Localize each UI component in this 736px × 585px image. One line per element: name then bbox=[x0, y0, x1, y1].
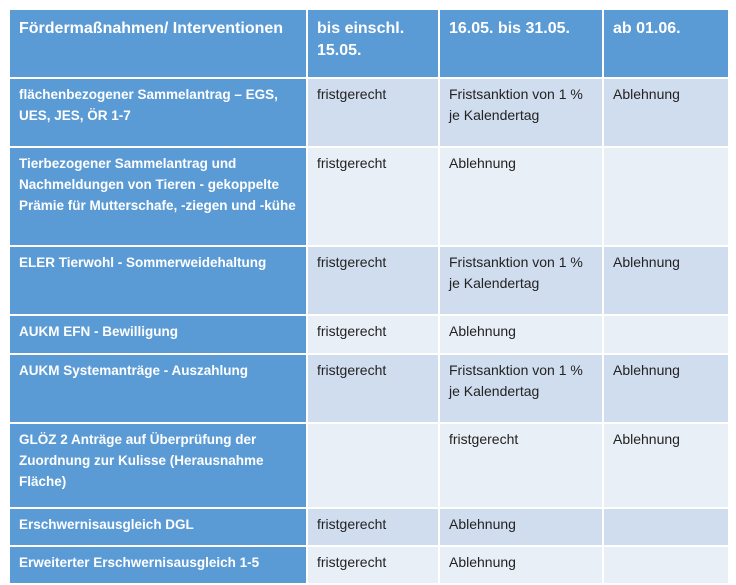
deadline-table bbox=[8, 8, 730, 585]
cell-from-01-06 bbox=[603, 147, 729, 246]
cell-until-15-05: fristgerecht bbox=[307, 147, 439, 246]
cell-from-01-06: Ablehnung bbox=[603, 423, 729, 508]
cell-16-05-to-31-05: Fristsanktion von 1 % je Kalendertag bbox=[439, 354, 603, 423]
table-row bbox=[9, 546, 729, 584]
measure-name: AUKM EFN - Bewilligung bbox=[9, 315, 307, 354]
cell-from-01-06 bbox=[603, 546, 729, 584]
cell-from-01-06 bbox=[603, 508, 729, 546]
table-row bbox=[9, 78, 729, 147]
measure-name: flächenbezogener Sammelantrag – EGS, UES, JES, ÖR 1-7 bbox=[9, 78, 307, 147]
cell-from-01-06: Ablehnung bbox=[603, 246, 729, 315]
measure-name: Erschwernisausgleich DGL bbox=[9, 508, 307, 546]
table-header-row bbox=[9, 9, 729, 78]
measure-name: ELER Tierwohl - Sommerweidehaltung bbox=[9, 246, 307, 315]
cell-until-15-05: fristgerecht bbox=[307, 354, 439, 423]
header-16-05-to-31-05: 16.05. bis 31.05. bbox=[439, 9, 603, 78]
measure-name: AUKM Systemanträge - Auszahlung bbox=[9, 354, 307, 423]
cell-until-15-05 bbox=[307, 423, 439, 508]
cell-until-15-05: fristgerecht bbox=[307, 315, 439, 354]
cell-16-05-to-31-05: Ablehnung bbox=[439, 315, 603, 354]
cell-until-15-05: fristgerecht bbox=[307, 246, 439, 315]
cell-16-05-to-31-05: fristgerecht bbox=[439, 423, 603, 508]
cell-16-05-to-31-05: Ablehnung bbox=[439, 147, 603, 246]
table-row bbox=[9, 315, 729, 354]
table-row bbox=[9, 147, 729, 246]
table-row bbox=[9, 246, 729, 315]
cell-from-01-06: Ablehnung bbox=[603, 78, 729, 147]
cell-from-01-06 bbox=[603, 315, 729, 354]
cell-16-05-to-31-05: Ablehnung bbox=[439, 508, 603, 546]
cell-from-01-06: Ablehnung bbox=[603, 354, 729, 423]
measure-name: Erweiterter Erschwernisausgleich 1-5 bbox=[9, 546, 307, 584]
header-until-15-05: bis einschl. 15.05. bbox=[307, 9, 439, 78]
header-from-01-06: ab 01.06. bbox=[603, 9, 729, 78]
cell-until-15-05: fristgerecht bbox=[307, 508, 439, 546]
measure-name: GLÖZ 2 Anträge auf Überprüfung der Zuordnung zur Kulisse (Herausnahme Fläche) bbox=[9, 423, 307, 508]
cell-until-15-05: fristgerecht bbox=[307, 78, 439, 147]
table-row bbox=[9, 423, 729, 508]
cell-16-05-to-31-05: Fristsanktion von 1 % je Kalendertag bbox=[439, 78, 603, 147]
cell-until-15-05: fristgerecht bbox=[307, 546, 439, 584]
table-row bbox=[9, 354, 729, 423]
measure-name: Tierbezogener Sammelantrag und Nachmeldungen von Tieren - gekoppelte Prämie für Mutterschafe, -ziegen und -kühe bbox=[9, 147, 307, 246]
cell-16-05-to-31-05: Ablehnung bbox=[439, 546, 603, 584]
header-measures: Fördermaßnahmen/ Interventionen bbox=[9, 9, 307, 78]
cell-16-05-to-31-05: Fristsanktion von 1 % je Kalendertag bbox=[439, 246, 603, 315]
table-row bbox=[9, 508, 729, 546]
